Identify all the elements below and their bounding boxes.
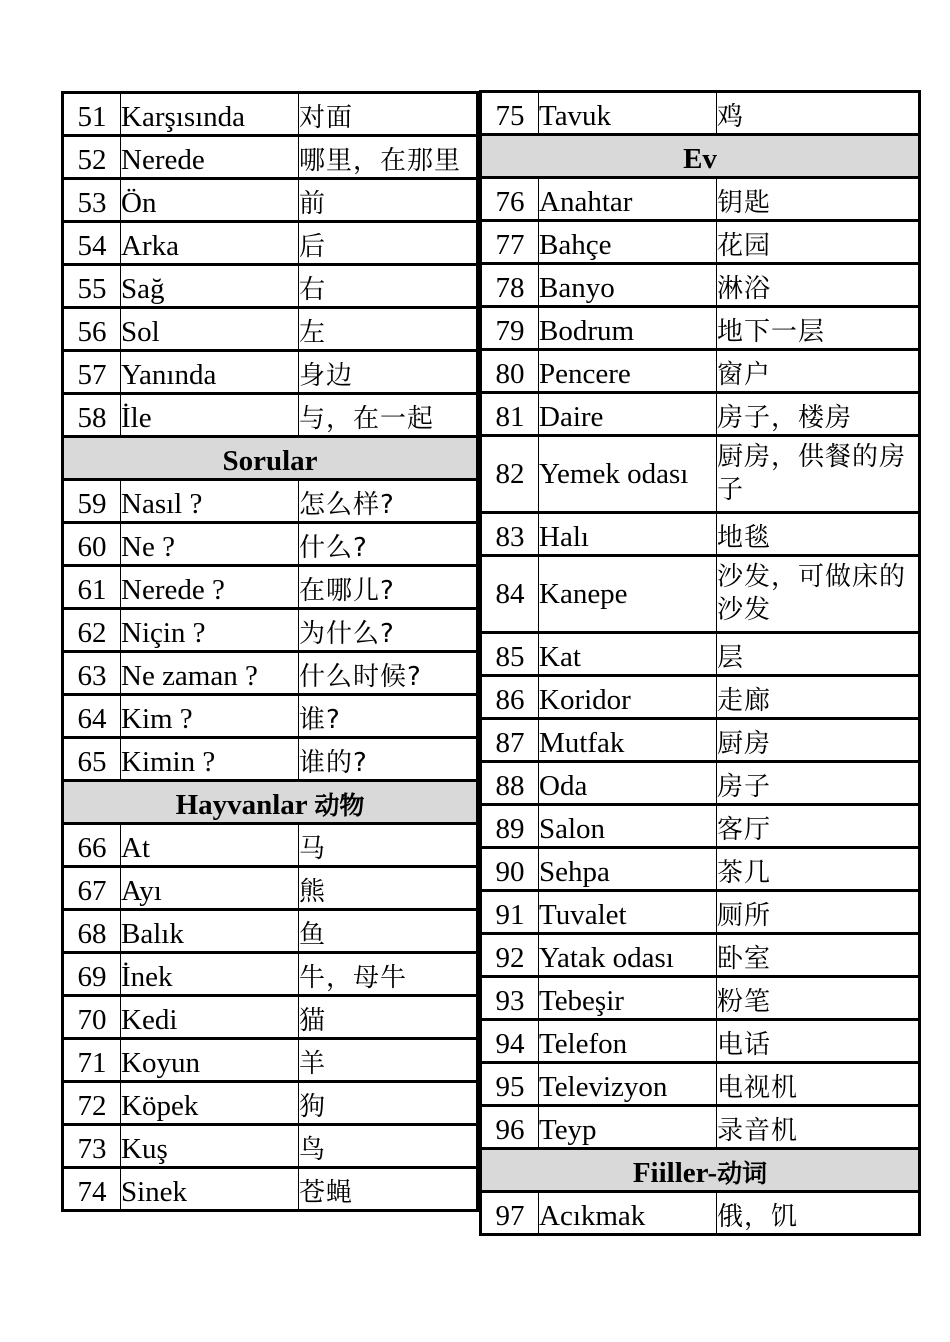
turkish-word: Arka: [121, 222, 299, 265]
chinese-translation: 沙发，可做床的沙发: [717, 556, 920, 633]
table-row: [481, 1063, 920, 1106]
chinese-translation: 窗户: [717, 350, 920, 393]
turkish-word: Sağ: [121, 265, 299, 308]
turkish-word: Oda: [539, 762, 717, 805]
table-row: [481, 1192, 920, 1235]
entry-number: 89: [481, 805, 539, 848]
entry-number: 77: [481, 221, 539, 264]
turkish-word: İnek: [121, 953, 299, 996]
chinese-translation: 房子，楼房: [717, 393, 920, 436]
entry-number: 65: [63, 738, 121, 781]
turkish-word: Kedi: [121, 996, 299, 1039]
chinese-translation: 怎么样?: [299, 480, 478, 523]
table-row: [63, 351, 478, 394]
table-row: [481, 221, 920, 264]
table-row: [63, 93, 478, 136]
chinese-translation: 客厅: [717, 805, 920, 848]
chinese-translation: 什么?: [299, 523, 478, 566]
entry-number: 96: [481, 1106, 539, 1149]
entry-number: 80: [481, 350, 539, 393]
entry-number: 83: [481, 513, 539, 556]
chinese-translation: 鸟: [299, 1125, 478, 1168]
chinese-translation: 地下一层: [717, 307, 920, 350]
turkish-word: Tebeşir: [539, 977, 717, 1020]
section-title-chinese: 动物: [314, 791, 365, 820]
table-row: [63, 265, 478, 308]
turkish-word: Yemek odası: [539, 436, 717, 513]
turkish-word: Tuvalet: [539, 891, 717, 934]
table-row: [481, 1106, 920, 1149]
entry-number: 54: [63, 222, 121, 265]
turkish-word: Yatak odası: [539, 934, 717, 977]
chinese-translation: 走廊: [717, 676, 920, 719]
turkish-word: Bodrum: [539, 307, 717, 350]
entry-number: 84: [481, 556, 539, 633]
entry-number: 70: [63, 996, 121, 1039]
table-row: [63, 824, 478, 867]
entry-number: 72: [63, 1082, 121, 1125]
table-row: [481, 393, 920, 436]
table-row: [481, 977, 920, 1020]
turkish-word: Kimin ?: [121, 738, 299, 781]
table-row: [481, 848, 920, 891]
table-row: [481, 805, 920, 848]
entry-number: 94: [481, 1020, 539, 1063]
entry-number: 57: [63, 351, 121, 394]
turkish-word: İle: [121, 394, 299, 437]
turkish-word: Kat: [539, 633, 717, 676]
turkish-word: Daire: [539, 393, 717, 436]
entry-number: 76: [481, 178, 539, 221]
entry-number: 52: [63, 136, 121, 179]
turkish-word: Halı: [539, 513, 717, 556]
table-row: [63, 1125, 478, 1168]
chinese-translation: 厕所: [717, 891, 920, 934]
table-row: [481, 350, 920, 393]
turkish-word: Televizyon: [539, 1063, 717, 1106]
chinese-translation: 录音机: [717, 1106, 920, 1149]
turkish-word: Ne zaman ?: [121, 652, 299, 695]
table-row: [63, 910, 478, 953]
chinese-translation: 地毯: [717, 513, 920, 556]
table-row: [63, 996, 478, 1039]
table-row: [63, 1082, 478, 1125]
entry-number: 61: [63, 566, 121, 609]
turkish-word: Kuş: [121, 1125, 299, 1168]
entry-number: 63: [63, 652, 121, 695]
chinese-translation: 后: [299, 222, 478, 265]
chinese-translation: 粉笔: [717, 977, 920, 1020]
entry-number: 69: [63, 953, 121, 996]
table-row: [481, 633, 920, 676]
chinese-translation: 为什么?: [299, 609, 478, 652]
turkish-word: Niçin ?: [121, 609, 299, 652]
chinese-translation: 钥匙: [717, 178, 920, 221]
table-row: [481, 676, 920, 719]
entry-number: 90: [481, 848, 539, 891]
table-row: [63, 480, 478, 523]
turkish-word: Pencere: [539, 350, 717, 393]
table-row: [63, 738, 478, 781]
turkish-word: Bahçe: [539, 221, 717, 264]
table-row: [481, 92, 920, 135]
entry-number: 82: [481, 436, 539, 513]
entry-number: 95: [481, 1063, 539, 1106]
table-row: [63, 867, 478, 910]
entry-number: 88: [481, 762, 539, 805]
section-title: Hayvanlar: [175, 789, 308, 821]
table-row: [63, 1168, 478, 1211]
chinese-translation: 电话: [717, 1020, 920, 1063]
turkish-word: Koyun: [121, 1039, 299, 1082]
section-header: [63, 781, 478, 824]
entry-number: 68: [63, 910, 121, 953]
turkish-word: Karşısında: [121, 93, 299, 136]
table-row: [63, 953, 478, 996]
table-row: [481, 436, 920, 513]
table-row: [481, 719, 920, 762]
chinese-translation: 厨房，供餐的房子: [717, 436, 920, 513]
entry-number: 58: [63, 394, 121, 437]
turkish-word: Kanepe: [539, 556, 717, 633]
turkish-word: Tavuk: [539, 92, 717, 135]
turkish-word: Koridor: [539, 676, 717, 719]
turkish-word: Telefon: [539, 1020, 717, 1063]
turkish-word: Nasıl ?: [121, 480, 299, 523]
chinese-translation: 马: [299, 824, 478, 867]
turkish-word: Kim ?: [121, 695, 299, 738]
turkish-word: Sinek: [121, 1168, 299, 1211]
chinese-translation: 右: [299, 265, 478, 308]
chinese-translation: 什么时候?: [299, 652, 478, 695]
table-row: [63, 308, 478, 351]
chinese-translation: 谁?: [299, 695, 478, 738]
entry-number: 55: [63, 265, 121, 308]
chinese-translation: 俄，饥: [717, 1192, 920, 1235]
chinese-translation: 牛，母牛: [299, 953, 478, 996]
entry-number: 74: [63, 1168, 121, 1211]
entry-number: 62: [63, 609, 121, 652]
chinese-translation: 谁的?: [299, 738, 478, 781]
table-row: [481, 513, 920, 556]
turkish-word: Nerede ?: [121, 566, 299, 609]
chinese-translation: 鱼: [299, 910, 478, 953]
chinese-translation: 电视机: [717, 1063, 920, 1106]
entry-number: 66: [63, 824, 121, 867]
chinese-translation: 房子: [717, 762, 920, 805]
chinese-translation: 左: [299, 308, 478, 351]
section-header: [481, 1149, 920, 1192]
chinese-translation: 茶几: [717, 848, 920, 891]
table-row: [63, 523, 478, 566]
entry-number: 71: [63, 1039, 121, 1082]
chinese-translation: 羊: [299, 1039, 478, 1082]
chinese-translation: 对面: [299, 93, 478, 136]
table-row: [481, 264, 920, 307]
chinese-translation: 哪里，在那里: [299, 136, 478, 179]
table-row: [481, 934, 920, 977]
section-header: [481, 135, 920, 178]
entry-number: 97: [481, 1192, 539, 1235]
chinese-translation: 层: [717, 633, 920, 676]
entry-number: 67: [63, 867, 121, 910]
turkish-word: Ayı: [121, 867, 299, 910]
turkish-word: Ön: [121, 179, 299, 222]
turkish-word: Sol: [121, 308, 299, 351]
entry-number: 87: [481, 719, 539, 762]
chinese-translation: 与，在一起: [299, 394, 478, 437]
turkish-word: Teyp: [539, 1106, 717, 1149]
section-header: [63, 437, 478, 480]
vocabulary-table-right: [479, 90, 921, 1236]
chinese-translation: 在哪儿?: [299, 566, 478, 609]
entry-number: 81: [481, 393, 539, 436]
chinese-translation: 身边: [299, 351, 478, 394]
chinese-translation: 苍蝇: [299, 1168, 478, 1211]
entry-number: 85: [481, 633, 539, 676]
turkish-word: Mutfak: [539, 719, 717, 762]
entry-number: 51: [63, 93, 121, 136]
chinese-translation: 鸡: [717, 92, 920, 135]
vocabulary-table-left: [61, 91, 479, 1212]
table-row: [481, 762, 920, 805]
table-row: [63, 609, 478, 652]
table-row: [63, 652, 478, 695]
chinese-translation: 狗: [299, 1082, 478, 1125]
chinese-translation: 厨房: [717, 719, 920, 762]
table-row: [481, 891, 920, 934]
turkish-word: Anahtar: [539, 178, 717, 221]
turkish-word: At: [121, 824, 299, 867]
turkish-word: Balık: [121, 910, 299, 953]
table-row: [63, 695, 478, 738]
table-row: [63, 136, 478, 179]
table-row: [63, 1039, 478, 1082]
table-row: [481, 556, 920, 633]
entry-number: 60: [63, 523, 121, 566]
turkish-word: Ne ?: [121, 523, 299, 566]
table-row: [63, 394, 478, 437]
table-row: [481, 178, 920, 221]
entry-number: 73: [63, 1125, 121, 1168]
entry-number: 86: [481, 676, 539, 719]
table-row: [63, 222, 478, 265]
turkish-word: Nerede: [121, 136, 299, 179]
chinese-translation: 熊: [299, 867, 478, 910]
table-row: [63, 566, 478, 609]
entry-number: 75: [481, 92, 539, 135]
turkish-word: Köpek: [121, 1082, 299, 1125]
turkish-word: Sehpa: [539, 848, 717, 891]
table-row: [481, 307, 920, 350]
section-title: Ev: [683, 143, 717, 175]
table-row: [63, 179, 478, 222]
chinese-translation: 卧室: [717, 934, 920, 977]
turkish-word: Banyo: [539, 264, 717, 307]
entry-number: 53: [63, 179, 121, 222]
entry-number: 79: [481, 307, 539, 350]
chinese-translation: 猫: [299, 996, 478, 1039]
chinese-translation: 花园: [717, 221, 920, 264]
chinese-translation: 前: [299, 179, 478, 222]
chinese-translation: 淋浴: [717, 264, 920, 307]
entry-number: 59: [63, 480, 121, 523]
turkish-word: Yanında: [121, 351, 299, 394]
table-row: [481, 1020, 920, 1063]
entry-number: 78: [481, 264, 539, 307]
entry-number: 56: [63, 308, 121, 351]
entry-number: 64: [63, 695, 121, 738]
section-title: Fiiller-: [632, 1157, 718, 1189]
entry-number: 93: [481, 977, 539, 1020]
entry-number: 92: [481, 934, 539, 977]
section-title: Sorular: [222, 445, 318, 477]
section-title-chinese: 动词: [717, 1159, 768, 1188]
turkish-word: Acıkmak: [539, 1192, 717, 1235]
entry-number: 91: [481, 891, 539, 934]
turkish-word: Salon: [539, 805, 717, 848]
